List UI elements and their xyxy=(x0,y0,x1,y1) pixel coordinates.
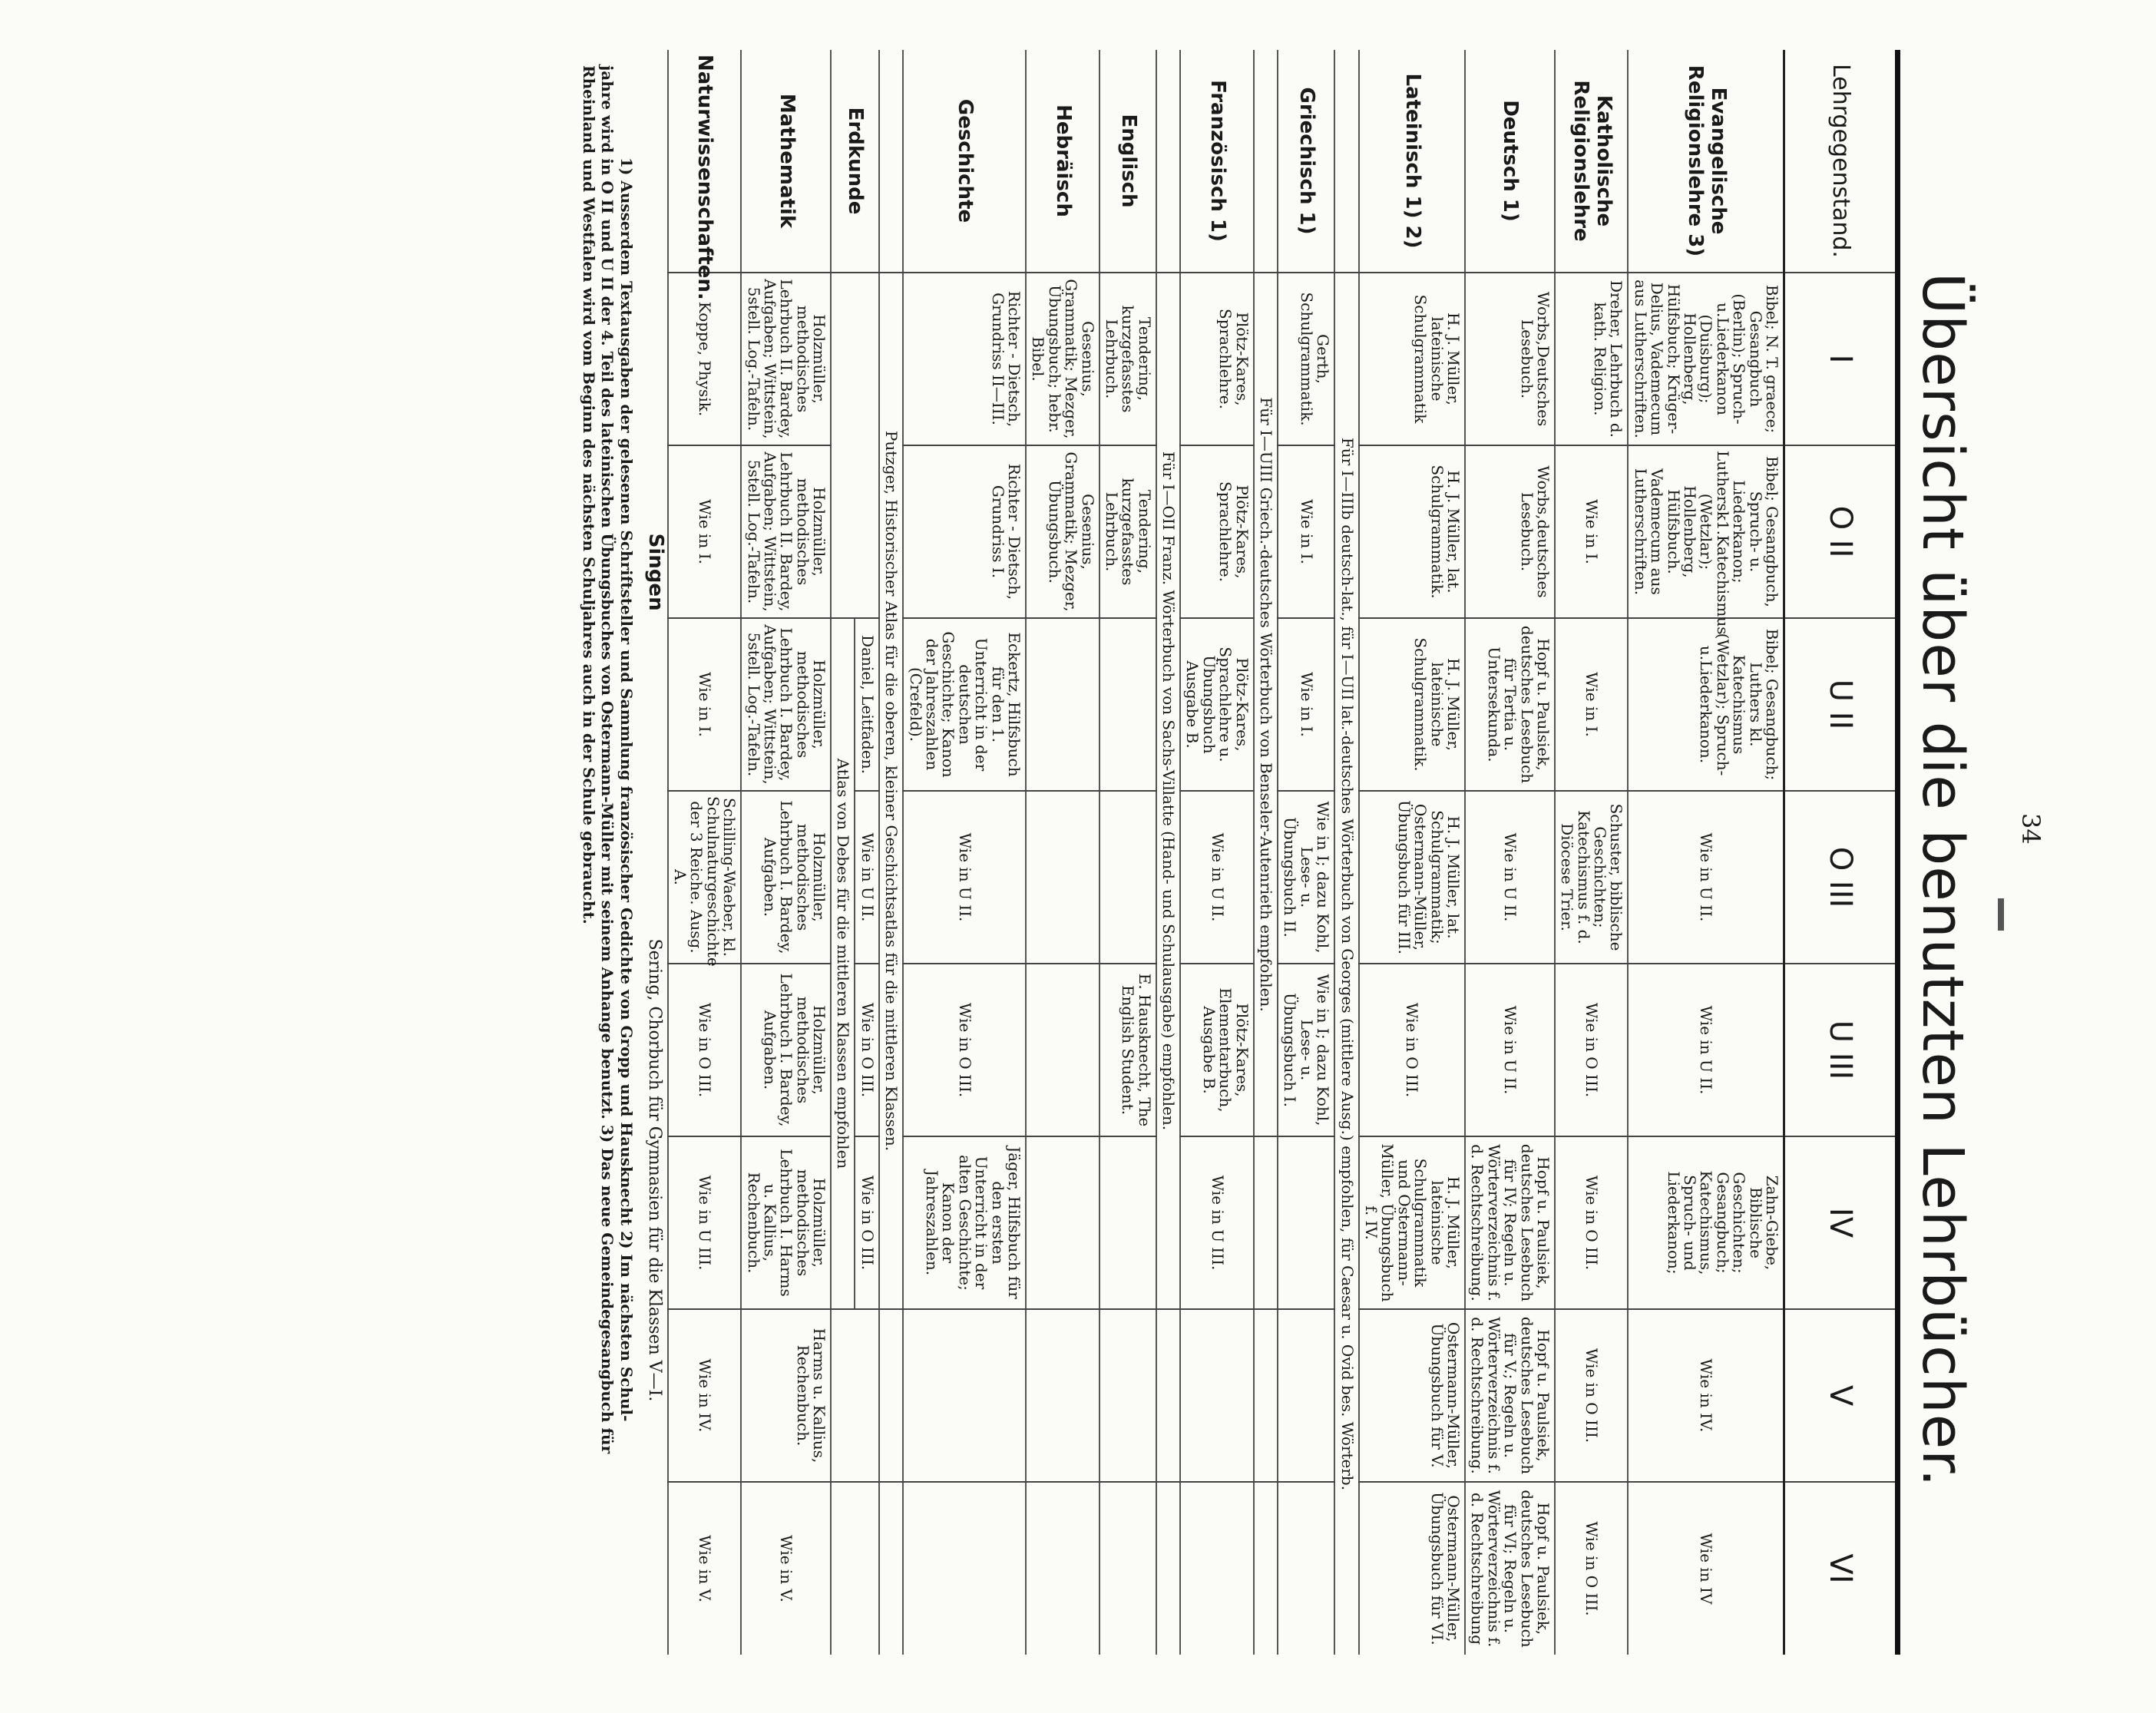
table-cell: Wie in I. xyxy=(668,445,742,618)
subject-cell: Französisch 1) xyxy=(1205,80,1229,242)
table-cell: Bibel; N. T. graece; Gesangbuch (Berlin); Spruch-u.Liederkanon (Duisburg); Hollenberg, Hülfsbuch; Krüger-Delius, Vademecum aus Lutherschriften. xyxy=(1628,273,1784,445)
table-cell: Richter - Dietsch, Grundriss I. xyxy=(903,445,1026,618)
table-cell xyxy=(903,1309,1026,1482)
table-cell: Hopf u. Paulsiek, deutsches Lesebuch für VI; Regeln u. Wörterverzeichnis f. d. Rechtschreibung xyxy=(1465,1482,1555,1655)
header-row xyxy=(1784,50,1898,1655)
singing-subject: Singen xyxy=(643,533,667,611)
table-cell: H. J. Müller, lat. Schulgrammatik; Ostermann-Müller, Übungsbuch für III. xyxy=(1359,791,1465,964)
table-cell xyxy=(1156,1482,1180,1655)
table-cell xyxy=(1278,1309,1334,1482)
table-cell xyxy=(903,1482,1026,1655)
table-cell: Wie in I. xyxy=(1555,445,1629,618)
table-cell: Hopf u. Paulsiek, deutsches Lesebuch für Tertia u. Untersekunda. xyxy=(1465,618,1555,791)
subject-cell: Naturwissenschaften. xyxy=(693,55,717,300)
table-cell: Wie in O III. xyxy=(903,964,1026,1136)
table-cell xyxy=(1254,1309,1278,1482)
class-header-o-ii: O II xyxy=(1784,445,1898,618)
subject-cell-continued xyxy=(1334,50,1358,273)
table-cell: Wie in V. xyxy=(668,1482,742,1655)
table-cell xyxy=(1099,1136,1156,1309)
table-cell: Wie in O III. xyxy=(1555,1309,1629,1482)
textbooks-table xyxy=(667,50,1900,1655)
table-row xyxy=(668,50,742,1655)
table-cell: Schuster, biblische Geschichten; Katechismus f. d. Diöcese Trier. xyxy=(1555,791,1629,964)
table-cell xyxy=(1254,1136,1278,1309)
table-cell: Wie in IV. xyxy=(1628,1309,1784,1482)
table-cell: Wie in U II. xyxy=(1465,791,1555,964)
subject-cell: Katholische Religionslehre xyxy=(1569,80,1615,242)
page-title: Übersicht über die benutzten Lehrbücher. xyxy=(1910,273,1976,1488)
subject-cell-continued xyxy=(1156,50,1180,273)
table-cell: Wie in U III. xyxy=(1180,1136,1254,1309)
table-cell: H. J. Müller, lateinische Schulgrammatik. xyxy=(1359,618,1465,791)
table-cell: Bibel; Gesangbuch, Spruch- u. Liederkanon; Luthersk1.Katechismus (Wetzlar); Hollenberg, Hülfsbuch. Vademecum aus Lutherschriften. xyxy=(1628,445,1784,618)
table-cell: E. Hausknecht, The English Student. xyxy=(1099,964,1156,1136)
subject-cell: Griechisch 1) xyxy=(1295,87,1319,235)
table-cell: Wie in O III. xyxy=(668,964,742,1136)
table-cell xyxy=(831,1482,879,1655)
page-number-rule xyxy=(1998,898,2004,931)
table-cell: Wie in U II. xyxy=(1465,964,1555,1136)
table-cell: Worbs,deutsches Lesebuch. xyxy=(1465,445,1555,618)
table-cell: Plötz-Kares, Sprachlehre. xyxy=(1180,273,1254,445)
table-cell: H. J. Müller, lateinische Schulgrammatik und Ostermann-Müller, Übungsbuch f. IV. xyxy=(1359,1136,1465,1309)
table-cell: Daniel, Leitfaden. xyxy=(855,618,878,791)
table-row xyxy=(1026,50,1099,1655)
table-row xyxy=(1180,50,1254,1655)
table-cell: Holzmüller, methodisches Lehrbuch II. Bardey, Aufgaben; Wittstein, 5stell. Log.-Tafeln. xyxy=(741,445,831,618)
table-cell: Wie in I. xyxy=(1278,445,1334,618)
table-cell: Richter - Dietsch, Grundriss II—III. xyxy=(903,273,1026,445)
subject-cell-continued xyxy=(879,50,903,273)
table-cell xyxy=(1099,1309,1156,1482)
table-cell xyxy=(1180,1482,1254,1655)
table-cell: Gerth, Schulgrammatik. xyxy=(1278,273,1334,445)
footnote-line-1: 1) Ausserdem Textausgaben der gelesenen Schriftsteller und Sammlung französischer Gedichte von Gropp und Hausknecht 2) Im nächsten Schul- xyxy=(617,157,636,1422)
table-cell: H. J. Müller, lateinische Schulgrammatik xyxy=(1359,273,1465,445)
table-cell xyxy=(879,1309,903,1482)
table-cell xyxy=(1026,1309,1099,1482)
table-cell: Wie in U II. xyxy=(1628,964,1784,1136)
table-cell: Wie in I; dazu Kohl, Lese- u. Übungsbuch II. xyxy=(1278,791,1334,964)
table-cell: Ostermann-Müller, Übungsbuch für VI. xyxy=(1359,1482,1465,1655)
table-cell: Wie in I. xyxy=(1555,618,1629,791)
table-cell: Koppe, Physik. xyxy=(668,273,742,445)
table-cell xyxy=(1026,964,1099,1136)
table-cell: Wie in U III. xyxy=(668,1136,742,1309)
table-cell: Ostermann-Müller, Übungsbuch für V. xyxy=(1359,1309,1465,1482)
table-cell: Eckertz, Hilfsbuch für den 1. Unterricht in der deutschen Geschichte; Kanon der Jahreszahlen (Crefeld). xyxy=(903,618,1026,791)
class-header-u-ii: U II xyxy=(1784,618,1898,791)
table-cell: Gesenius, Grammatik; Mezger, Übungsbuch; hebr. Bibel. xyxy=(1026,273,1099,445)
table-note-row xyxy=(1334,50,1358,1655)
class-header-iv: IV xyxy=(1784,1136,1898,1309)
table-row xyxy=(855,50,878,1655)
table-cell: Wie in IV. xyxy=(668,1309,742,1482)
table-cell: Jäger, Hilfsbuch für den ersten Unterricht in der alten Geschichte; Kanon der Jahreszahlen. xyxy=(903,1136,1026,1309)
table-cell: Wie in U II. xyxy=(903,791,1026,964)
table-cell xyxy=(1026,1136,1099,1309)
singing-text: Sering, Chorbuch für Gymnasien für die Klassen V—I. xyxy=(644,938,664,1402)
class-header-v: V xyxy=(1784,1309,1898,1482)
table-cell: Wie in O III. xyxy=(1555,1482,1629,1655)
table-cell: Holzmüller, methodisches Lehrbuch I. Bardey, Aufgaben. xyxy=(741,791,831,964)
subject-cell: Evangelische Religionslehre 3) xyxy=(1683,64,1730,257)
table-cell: Harms u. Kallius, Rechenbuch. xyxy=(741,1309,831,1482)
table-row xyxy=(1099,50,1156,1655)
table-note-row xyxy=(1254,50,1278,1655)
dictionary-note-french: Für I—OII Franz. Wörterbuch von Sachs-Villatte (Hand- und Schulausgabe) empfohlen. xyxy=(1156,273,1180,1309)
table-row xyxy=(741,50,831,1655)
table-cell xyxy=(1026,618,1099,791)
table-cell: Plötz-Kares, Elementarbuch, Ausgabe B. xyxy=(1180,964,1254,1136)
table-cell xyxy=(1099,791,1156,964)
table-row xyxy=(1465,50,1555,1655)
table-cell: Plötz-Kares, Sprachlehre u. Übungsbuch Ausgabe B. xyxy=(1180,618,1254,791)
table-cell: Gesenius, Grammatik; Mezger, Übungsbuch. xyxy=(1026,445,1099,618)
table-cell: Tendering, kurzgefasstes Lehrbuch. xyxy=(1099,445,1156,618)
subject-cell: Deutsch 1) xyxy=(1499,100,1523,222)
subject-cell: Hebräisch xyxy=(1051,104,1075,217)
table-cell: Wie in O III. xyxy=(855,964,878,1136)
rotated-table-sheet xyxy=(115,50,1985,1655)
table-cell: Tendering, kurzgefasstes Lehrbuch. xyxy=(1099,273,1156,445)
table-note-row xyxy=(879,50,903,1655)
dictionary-note-latin: Für I—IIIb deutsch-lat., für I—UII lat.-deutsches Wörterbuch von Georges (mittlere Ausg.) empfohlen, für Caesar u. Ovid bes. Wörterb. xyxy=(1334,273,1358,1655)
table-cell: Wie in O III. xyxy=(855,1136,878,1309)
footnote-line-3: Rheinland und Westfalen wird vom Beginn des nächsten Schuljahres auch in der Schule gebraucht. xyxy=(579,65,598,924)
table-cell xyxy=(1278,1482,1334,1655)
table-row xyxy=(903,50,1026,1655)
table-cell xyxy=(1180,1309,1254,1482)
footnote-line-2: jahre wird in O II und U II der 4. Teil des lateinischen Übungsbuches von Ostermann-Müller mit seinem Anhange benutzt. 3) Das neue Gemeindegesangbuch für xyxy=(598,65,617,1454)
table-cell: Wie in U II. xyxy=(1180,791,1254,964)
table-cell xyxy=(1254,1482,1278,1655)
table-cell: Wie in I. xyxy=(668,618,742,791)
table-cell xyxy=(831,1309,879,1482)
table-cell: Wie in O III. xyxy=(1555,964,1629,1136)
table-cell: Holzmüller, methodisches Lehrbuch I. Harms u. Kallius, Rechenbuch. xyxy=(741,1136,831,1309)
table-row xyxy=(1555,50,1629,1655)
table-cell: Holzmüller, methodisches Lehrbuch I. Bardey, Aufgaben; Wittstein, 5stell. Log.-Tafeln. xyxy=(741,618,831,791)
class-header-vi: VI xyxy=(1784,1482,1898,1655)
subject-cell: Mathematik xyxy=(775,93,799,229)
page-number: 34 xyxy=(2016,813,2045,845)
table-cell: Bibel; Gesangbuch; Luthers kl. Katechismus (Wetzlar); Spruch-u.Liederkanon. xyxy=(1628,618,1784,791)
table-cell: Wie in O III. xyxy=(1555,1136,1629,1309)
table-note-row xyxy=(1156,50,1180,1655)
table-row xyxy=(1628,50,1784,1655)
table-cell xyxy=(1156,1309,1180,1482)
table-row xyxy=(1278,50,1334,1655)
subject-cell: Erdkunde xyxy=(844,107,868,215)
table-row xyxy=(1359,50,1465,1655)
table-cell: Wie in U II. xyxy=(855,791,878,964)
singing-row xyxy=(637,50,667,1655)
class-header-o-iii: O III xyxy=(1784,791,1898,964)
table-cell: H. J. Müller, lat. Schulgrammatik. xyxy=(1359,445,1465,618)
table-cell xyxy=(1026,1482,1099,1655)
dictionary-note-greek: Für I—UIII Griech.-deutsches Wörterbuch von Benseler-Autenrieth empfohlen. xyxy=(1254,273,1278,1136)
table-cell xyxy=(1278,1136,1334,1309)
table-cell: Wie in U II. xyxy=(1628,791,1784,964)
subject-cell-continued xyxy=(1254,50,1278,273)
table-cell xyxy=(1099,1482,1156,1655)
table-cell: Wie in IV xyxy=(1628,1482,1784,1655)
table-cell xyxy=(831,273,879,618)
table-cell xyxy=(879,1482,903,1655)
table-cell: Worbs,Deutsches Lesebuch. xyxy=(1465,273,1555,445)
table-cell: Zahn-Giebe, Biblische Geschichten; Gesangbuch; Katechismus, Spruch- und Liederkanon; xyxy=(1628,1136,1784,1309)
subject-cell: Englisch xyxy=(1116,114,1140,208)
table-cell: Wie in O III. xyxy=(1359,964,1465,1136)
table-cell: Dreher, Lehrbuch d. kath. Religion. xyxy=(1555,273,1629,445)
class-header-u-iii: U III xyxy=(1784,964,1898,1136)
atlas-note-geography: Atlas von Debes für die mittleren Klassen empfohlen xyxy=(831,618,855,1309)
class-header-i: I xyxy=(1784,273,1898,445)
table-cell: Schilling-Waeber, kl. Schulnaturgeschichte der 3 Reiche. Ausg. A. xyxy=(668,791,742,964)
subject-column-header: Lehrgegenstand. xyxy=(1784,50,1898,273)
table-cell: Hopf u. Paulsiek, deutsches Lesebuch für V.; Regeln u. Wörterverzeichnis f. d. Rechtschreibung. xyxy=(1465,1309,1555,1482)
table-cell: Wie in I. xyxy=(1278,618,1334,791)
table-cell: Plötz-Kares, Sprachlehre. xyxy=(1180,445,1254,618)
atlas-note-history: Putzger, Historischer Atlas für die oberen, kleiner Geschichtsatlas für die mittleren Klassen. xyxy=(879,273,903,1309)
table-cell: Wie in I; dazu Kohl, Lese- u. Übungsbuch I. xyxy=(1278,964,1334,1136)
table-cell: Hopf u. Paulsiek, deutsches Lesebuch für IV; Regeln u. Wörterverzeichnis f. d. Rechtschreibung. xyxy=(1465,1136,1555,1309)
table-cell xyxy=(1099,618,1156,791)
table-cell: Holzmüller, methodisches Lehrbuch I. Bardey, Aufgaben. xyxy=(741,964,831,1136)
table-cell: Wie in V. xyxy=(741,1482,831,1655)
subject-cell: Geschichte xyxy=(954,98,977,223)
table-cell xyxy=(1026,791,1099,964)
table-cell: Holzmüller, methodisches Lehrbuch II. Bardey, Aufgaben; Wittstein, 5stell. Log.-Tafeln. xyxy=(741,273,831,445)
subject-cell: Lateinisch 1) 2) xyxy=(1400,73,1424,249)
